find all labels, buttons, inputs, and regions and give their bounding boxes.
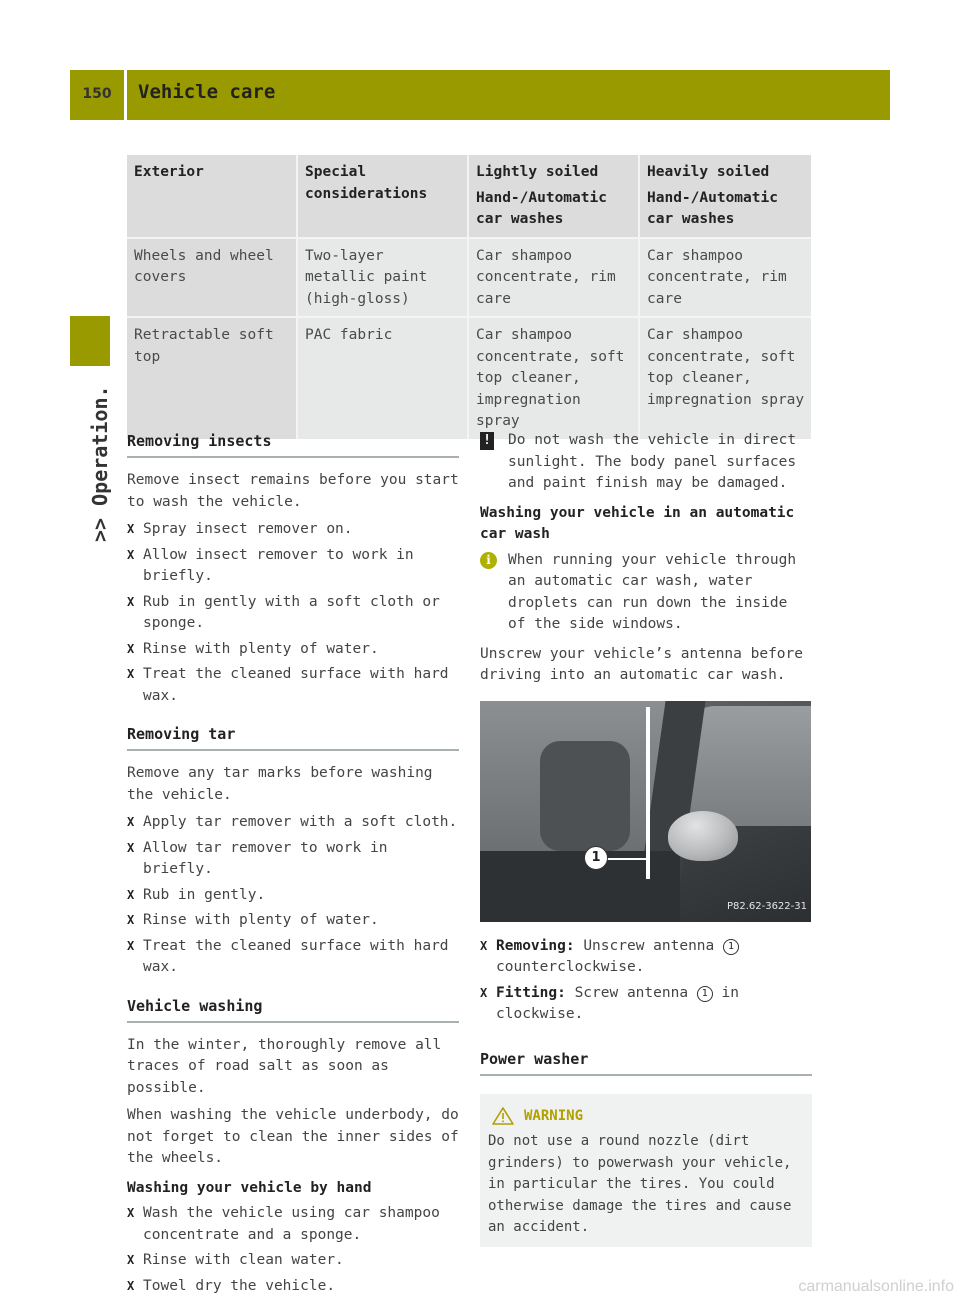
header-divider <box>124 70 127 120</box>
antenna-photo <box>480 701 811 922</box>
heading-removing-tar: Removing tar <box>127 723 459 751</box>
list-item: X Treat the cleaned surface with hard wax. <box>127 664 459 707</box>
warning-box <box>480 1094 812 1247</box>
list-item: X Treat the cleaned surface with hard wax. <box>127 936 459 979</box>
antenna-line <box>646 707 650 879</box>
warning-text: Do not use a round nozzle (dirt grinders) to powerwash your vehicle, in particular the tires. You could otherwise damage the tires and cause an accident. <box>488 1133 792 1235</box>
table-cell: Wheels and wheel covers <box>127 237 298 317</box>
list-item: X Apply tar remover with a soft cloth. <box>127 812 459 834</box>
list-item: X Rinse with clean water. <box>127 1250 459 1272</box>
right-column <box>480 430 812 1247</box>
table-header-heavily: Heavily soiled Hand-/Automatic car washes <box>640 155 811 237</box>
list-item: X Rinse with plenty of water. <box>127 910 459 932</box>
heading-power-washer: Power washer <box>480 1048 812 1076</box>
photo-callout-1: 1 <box>584 846 608 870</box>
table-cell: Car shampoo concentrate, rim care <box>469 237 640 317</box>
step-arrow-icon: X <box>127 1278 135 1293</box>
step-arrow-icon: X <box>127 667 135 681</box>
info-icon: i <box>480 552 497 569</box>
info-note: i When running your vehicle through an automatic car wash, water droplets can run down the inside of the side windows. <box>480 550 812 636</box>
step-arrow-icon: X <box>127 641 135 656</box>
heading-automatic-car-wash: Washing your vehicle in an automatic car wash <box>480 504 795 542</box>
caution-note: ! Do not wash the vehicle in direct sunlight. The body panel surfaces and paint finish may be damaged. <box>480 430 812 495</box>
warning-title: WARNING <box>488 1106 804 1128</box>
list-item: X Removing: Unscrew antenna 1 counterclockwise. <box>480 936 812 979</box>
footer-watermark: carmanualsonline.info <box>798 1278 954 1295</box>
list-item: X Allow insect remover to work in briefly. <box>127 545 459 588</box>
table-cell: Car shampoo concentrate, rim care <box>640 237 811 317</box>
insects-intro: Remove insect remains before you start to wash the vehicle. <box>127 472 459 510</box>
side-tab-marker <box>70 316 110 366</box>
table-cell: Retractable soft top <box>127 316 298 439</box>
list-item: X Spray insect remover on. <box>127 519 459 541</box>
heading-vehicle-washing: Vehicle washing <box>127 995 459 1023</box>
step-arrow-icon: X <box>480 985 488 1000</box>
list-item: X Fitting: Screw antenna 1 in clockwise. <box>480 983 812 1026</box>
list-item: X Towel dry the vehicle. <box>127 1276 459 1298</box>
tar-intro: Remove any tar marks before washing the vehicle. <box>127 765 433 803</box>
page-number: 150 <box>82 86 112 102</box>
list-item: X Rub in gently with a soft cloth or sponge. <box>127 592 459 635</box>
chapter-title: Vehicle care <box>138 81 276 103</box>
table-cell: Car shampoo concentrate, soft top cleaner, impregnation spray <box>469 316 640 439</box>
step-arrow-icon: X <box>127 840 135 855</box>
side-section-label: >> Operation. <box>88 385 112 542</box>
table-row <box>127 316 811 439</box>
step-arrow-icon: X <box>127 1253 135 1267</box>
antenna-paragraph: Unscrew your vehicle’s antenna before driving into an automatic car wash. <box>480 645 804 683</box>
table-cell: Two-layer metallic paint (high-gloss) <box>298 237 469 317</box>
step-arrow-icon: X <box>127 594 135 609</box>
step-arrow-icon: X <box>480 938 488 953</box>
photo-reference: P82.62-3622-31 <box>726 901 807 912</box>
washing-para-underbody: When washing the vehicle underbody, do not forget to clean the inner sides of the wheels. <box>127 1107 459 1166</box>
step-arrow-icon: X <box>127 815 135 829</box>
table-cell: PAC fabric <box>298 316 469 439</box>
table-header-lightly: Lightly soiled Hand-/Automatic car washes <box>469 155 640 237</box>
step-arrow-icon: X <box>127 547 135 562</box>
warning-triangle-icon <box>492 1107 514 1125</box>
list-item: X Wash the vehicle using car shampoo concentrate and a sponge. <box>127 1203 459 1246</box>
table-header-special: Special considerations <box>298 155 469 237</box>
callout-1-icon: 1 <box>723 939 739 955</box>
step-arrow-icon: X <box>127 887 135 902</box>
side-mirror <box>668 811 738 861</box>
list-item: X Allow tar remover to work in briefly. <box>127 838 459 881</box>
step-arrow-icon: X <box>127 913 135 927</box>
washing-para-winter: In the winter, thoroughly remove all traces of road salt as soon as possible. <box>127 1036 442 1096</box>
list-item: X Rinse with plenty of water. <box>127 639 459 661</box>
care-products-table <box>127 155 811 439</box>
table-header-row <box>127 155 811 237</box>
heading-washing-by-hand: Washing your vehicle by hand <box>127 1179 372 1196</box>
table-cell: Car shampoo concentrate, soft top cleaner, impregnation spray <box>640 316 811 439</box>
list-item: X Rub in gently. <box>127 885 459 907</box>
callout-1-icon: 1 <box>697 986 713 1002</box>
table-header-exterior: Exterior <box>127 155 298 237</box>
step-arrow-icon: X <box>127 522 135 536</box>
caution-exclamation-icon: ! <box>480 432 494 450</box>
heading-removing-insects: Removing insects <box>127 430 459 458</box>
table-row <box>127 237 811 317</box>
step-arrow-icon: X <box>127 938 135 953</box>
left-column <box>127 430 459 1301</box>
step-arrow-icon: X <box>127 1206 135 1220</box>
